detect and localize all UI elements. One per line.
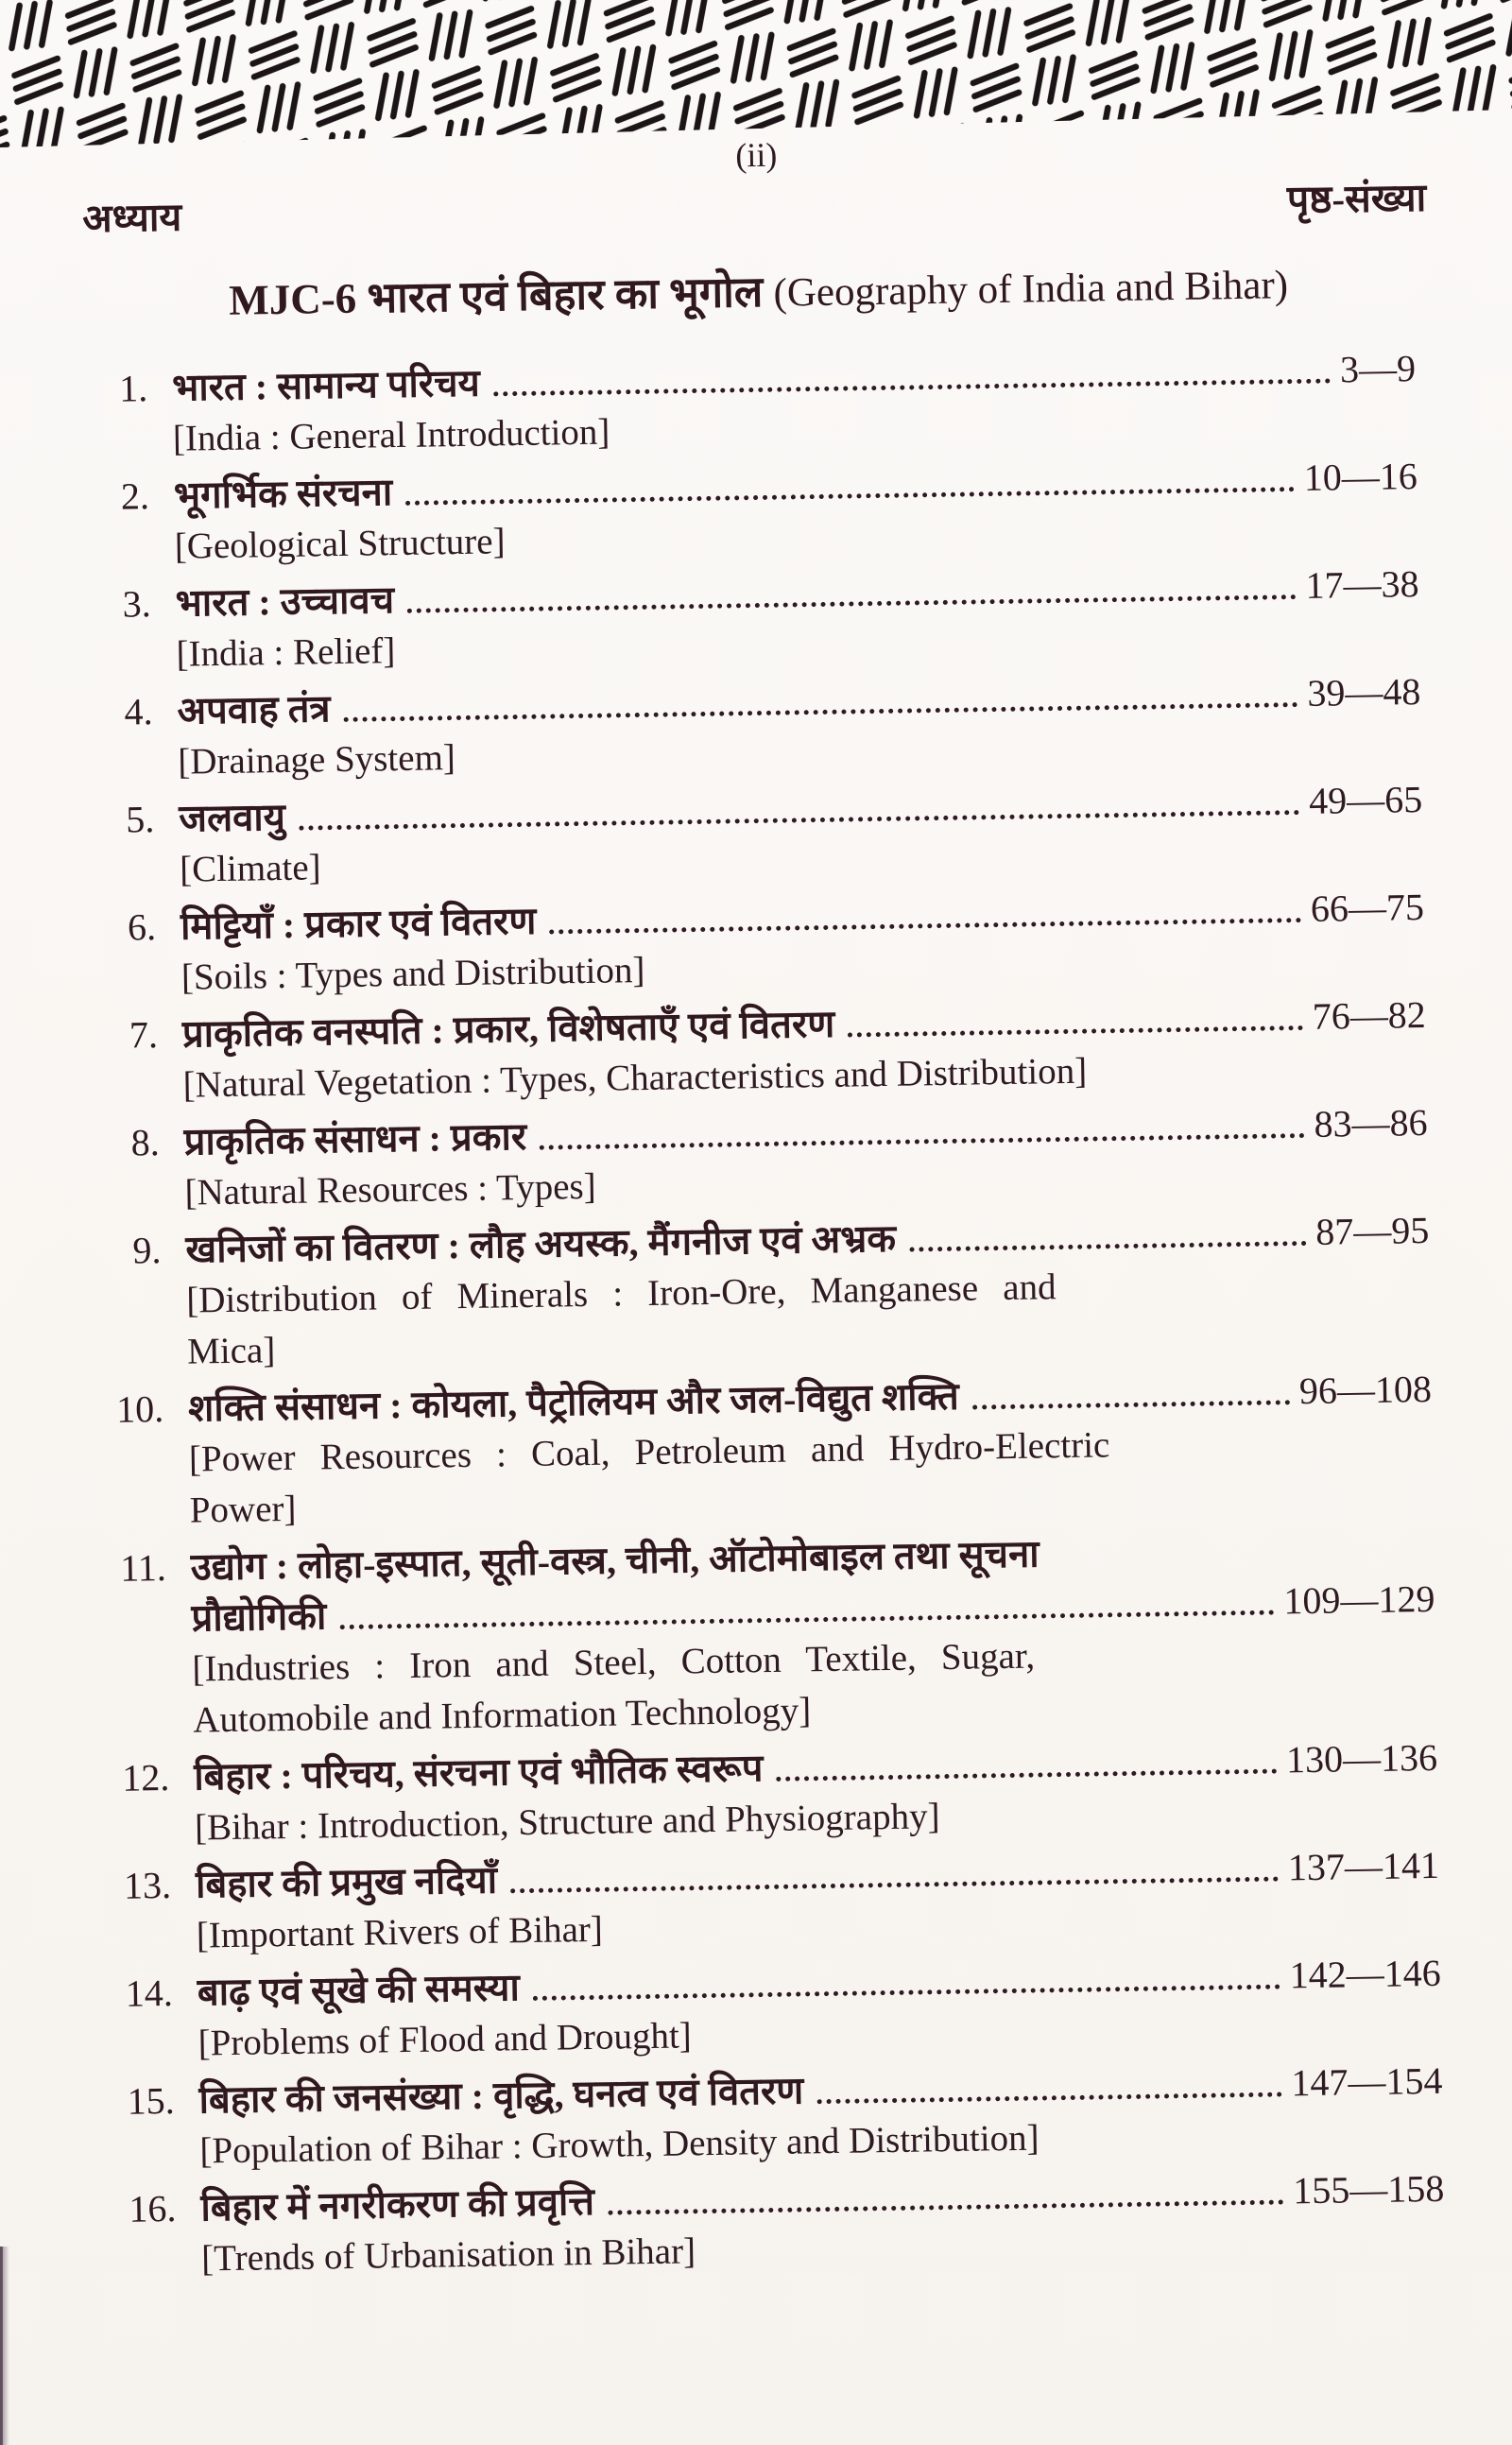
toc-item	[93, 2163, 1446, 2286]
toc-item-english-line: [India : General Introduction]	[172, 411, 610, 459]
toc-item	[69, 666, 1422, 789]
dotted-leader	[777, 1769, 1278, 1782]
toc-item-hindi-title: जलवायु	[178, 795, 286, 840]
toc-item-number: 7.	[129, 1013, 159, 1057]
toc-item-hindi-title: मिट्टियाँ : प्रकार एवं वितरण	[180, 899, 537, 948]
toc-item-page-range: 130—136	[1285, 1735, 1438, 1782]
toc-item-body	[175, 559, 1420, 680]
toc-item	[74, 990, 1427, 1112]
dotted-leader	[407, 594, 1297, 613]
toc-item-hindi-title: बिहार की प्रमुख नदियाँ	[195, 1858, 498, 1906]
dotted-leader	[493, 378, 1331, 396]
toc-item-number: 5.	[125, 798, 155, 841]
toc-item-hindi-title: प्रौद्योगिकी	[191, 1594, 327, 1640]
toc-item-page-range: 49—65	[1308, 778, 1423, 822]
toc-item-english-line: [Important Rivers of Bihar]	[196, 1908, 604, 1956]
toc-item-page-range: 155—158	[1292, 2166, 1445, 2213]
dotted-leader	[510, 1877, 1279, 1894]
dotted-leader	[848, 1025, 1303, 1038]
toc-item-english-line: [Trends of Urbanisation in Bihar]	[200, 2230, 696, 2280]
toc-item-number: 10.	[115, 1387, 164, 1431]
toc-item-page-range: 3—9	[1339, 347, 1417, 391]
toc-item	[67, 559, 1420, 681]
toc-item-english-line: Mica]	[186, 1330, 276, 1372]
toc-item-number: 13.	[123, 1863, 172, 1907]
toc-list	[4, 341, 1512, 2287]
toc-item-number: 16.	[129, 2186, 177, 2230]
toc-item-hindi-title: अपवाह तंत्र	[177, 687, 331, 732]
toc-item-number: 14.	[125, 1971, 174, 2015]
dotted-leader	[339, 1610, 1274, 1630]
toc-item-english-title	[189, 1415, 1435, 1537]
toc-item	[71, 774, 1424, 897]
toc-item-number: 12.	[121, 1755, 170, 1799]
toc-item-page-range: 39—48	[1307, 670, 1421, 715]
toc-item-hindi-title: भारत : सामान्य परिचय	[171, 361, 481, 409]
title-hindi: भारत एवं बिहार का भूगोल	[367, 267, 764, 322]
toc-item-page-range: 142—146	[1289, 1951, 1441, 1997]
toc-item-english-line: [Problems of Flood and Drought]	[198, 2015, 693, 2064]
toc-item-body	[196, 1840, 1441, 1962]
header-page-number-label: पृष्ठ-संख्या	[1286, 175, 1427, 222]
page-number-marker: (ii)	[735, 135, 778, 175]
toc-item-hindi-title: भारत : उच्चावच	[175, 578, 395, 625]
toc-item-number: 4.	[124, 690, 153, 733]
toc-item-page-range: 66—75	[1310, 885, 1425, 930]
toc-item-page-range: 109—129	[1283, 1576, 1435, 1623]
toc-item-body	[198, 2056, 1444, 2178]
dotted-leader	[540, 1133, 1304, 1150]
toc-item	[77, 1205, 1431, 1379]
toc-item-english-line: [Natural Resources : Types]	[184, 1165, 596, 1214]
toc-item-english-title	[186, 1256, 1432, 1378]
toc-item	[89, 1948, 1442, 2071]
toc-item-body	[197, 1948, 1442, 2070]
dotted-leader	[816, 2092, 1281, 2105]
toc-item-page-range: 87—95	[1314, 1208, 1430, 1253]
toc-item-english-line: Automobile and Information Technology]	[192, 1690, 812, 1741]
toc-item-number: 11.	[119, 1545, 167, 1590]
toc-item-english-line: [Industries : Iron and Steel, Cotton Textile, Sugar,	[192, 1635, 1036, 1690]
toc-item-page-range: 137—141	[1287, 1843, 1440, 1889]
dotted-leader	[972, 1400, 1290, 1409]
toc-item-english-line: [Soils : Types and Distribution]	[180, 949, 645, 998]
toc-item-body	[180, 882, 1426, 1004]
toc-item-page-range: 147—154	[1291, 2058, 1443, 2105]
toc-item-body	[183, 1097, 1429, 1219]
page-title	[2, 252, 1512, 333]
toc-item-hindi-title: खनिजों का वितरण : लौह अयस्क, मैंगनीज एवं अभ्रक	[185, 1216, 897, 1271]
toc-item-english-line: [Power Resources : Coal, Petroleum and Hydro-Electric	[188, 1424, 1110, 1480]
toc-item-body	[188, 1364, 1434, 1537]
toc-item-page-range: 10—16	[1303, 455, 1418, 499]
toc-item-body	[177, 666, 1422, 788]
toc-item-hindi-title: बिहार : परिचय, संरचना एवं भौतिक स्वरूप	[193, 1747, 764, 1799]
toc-item-number: 2.	[120, 474, 150, 518]
toc-item-page-range: 83—86	[1314, 1100, 1428, 1145]
page-content	[0, 122, 1512, 2293]
toc-item-english-line: [Bihar : Introduction, Structure and Physiography]	[194, 1796, 940, 1849]
toc-item-english-line: [Drainage System]	[178, 737, 456, 783]
toc-item-body	[179, 774, 1424, 896]
toc-item-number: 6.	[127, 905, 157, 949]
toc-item-number: 3.	[122, 582, 152, 626]
header-chapter-label: अध्याय	[81, 195, 182, 241]
title-english: (Geography of India and Bihar)	[773, 263, 1289, 316]
toc-item-hindi-title-line1: उद्योग : लोहा-इस्पात, सूती-वस्त्र, चीनी, ऑटोमोबाइल तथा सूचना	[190, 1532, 1040, 1589]
toc-item-hindi-title: बिहार की जनसंख्या : वृद्धि, घनत्व एवं वितरण	[198, 2069, 804, 2122]
toc-item-page-range: 76—82	[1312, 992, 1427, 1038]
toc-item-body	[172, 343, 1418, 465]
toc-item-number: 8.	[130, 1121, 161, 1164]
dotted-leader	[405, 487, 1295, 506]
toc-item-hindi-title: बाढ़ एवं सूखे की समस्या	[197, 1966, 521, 2014]
dotted-leader	[909, 1241, 1306, 1252]
toc-item	[82, 1523, 1436, 1748]
toc-item-page-range: 17—38	[1305, 562, 1419, 607]
toc-item-hindi-title: शक्ति संसाधन : कोयला, पैट्रोलियम और जल-विद्युत शक्ति	[187, 1374, 960, 1430]
toc-item-number: 1.	[118, 367, 148, 410]
toc-item	[80, 1364, 1434, 1538]
toc-item-body	[200, 2163, 1446, 2285]
toc-item-hindi-title: प्राकृतिक संसाधन : प्रकार	[183, 1114, 527, 1163]
toc-item	[64, 343, 1418, 466]
toc-item-body	[174, 451, 1419, 573]
dotted-leader	[550, 918, 1302, 934]
toc-item	[76, 1097, 1429, 1220]
toc-item-body	[194, 1732, 1439, 1854]
toc-item-english-line: Power]	[189, 1488, 297, 1531]
toc-item-body	[190, 1523, 1436, 1747]
dotted-leader	[299, 810, 1299, 831]
toc-item	[88, 1840, 1441, 1963]
toc-item-english-line: [Population of Bihar : Growth, Density and Distribution]	[199, 2117, 1040, 2172]
dotted-leader	[533, 1985, 1280, 2001]
toc-item-hindi-title: बिहार में नगरीकरण की प्रवृत्ति	[200, 2179, 595, 2230]
toc-item	[86, 1732, 1439, 1855]
toc-item-page-range: 96—108	[1298, 1367, 1433, 1413]
dotted-leader	[608, 2199, 1283, 2214]
toc-item-number: 9.	[132, 1229, 162, 1272]
course-code: MJC-6	[228, 274, 357, 324]
toc-item	[66, 451, 1419, 574]
toc-item-english-line: [Distribution of Minerals : Iron-Ore, Manganese and	[185, 1266, 1057, 1321]
toc-item-english-title	[192, 1625, 1437, 1747]
toc-item	[73, 882, 1426, 1005]
toc-item-hindi-title: भूगर्भिक संरचना	[173, 471, 393, 517]
toc-item-body	[185, 1205, 1431, 1378]
dotted-leader	[344, 702, 1298, 722]
toc-item	[91, 2056, 1444, 2178]
toc-item-number: 15.	[127, 2078, 175, 2123]
toc-item-english-line: [Natural Vegetation : Types, Characteristics and Distribution]	[182, 1050, 1088, 1106]
toc-item-english-line: [Geological Structure]	[174, 521, 506, 567]
toc-item-body	[181, 990, 1427, 1111]
toc-item-english-line: [India : Relief]	[176, 630, 396, 675]
book-gutter-edge	[0, 2247, 3, 2445]
toc-item-english-line: [Climate]	[179, 847, 321, 890]
toc-item-hindi-title: प्राकृतिक वनस्पति : प्रकार, विशेषताएँ एवं वितरण	[181, 1002, 835, 1056]
